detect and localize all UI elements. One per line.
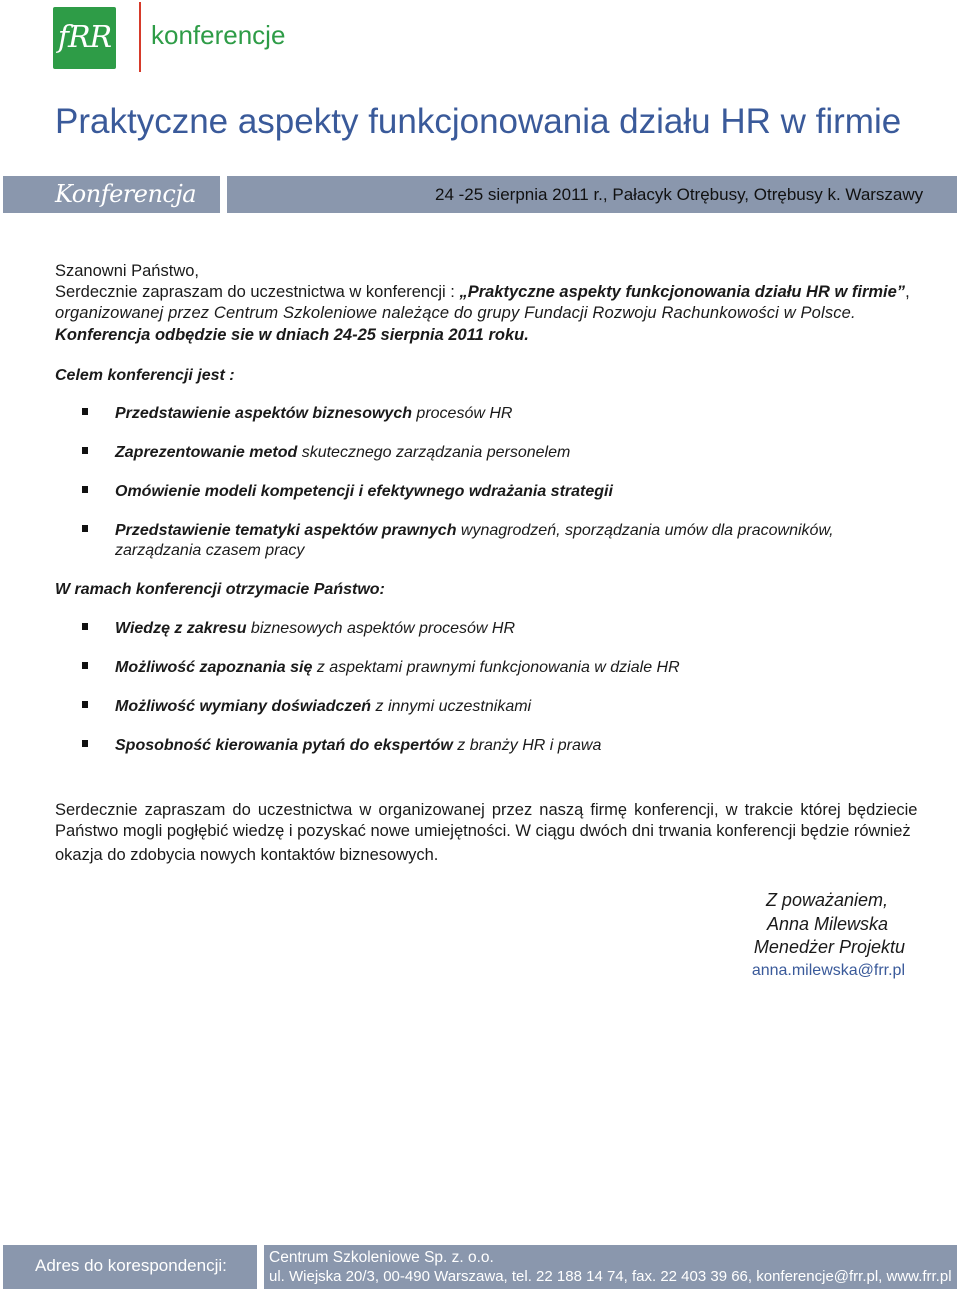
bullet-icon (82, 662, 88, 669)
goal-item-rest: skutecznego zarządzania personelem (297, 444, 571, 461)
goal-item-bold: Zaprezentowanie metod (115, 444, 298, 461)
benefit-item-rest: z innymi uczestnikami (371, 698, 532, 715)
goal-item (115, 444, 570, 462)
signature-email[interactable]: anna.milewska@frr.pl (751, 962, 905, 979)
intro-line-3: Konferencja odbędzie sie w dniach 24-25 sierpnia 2011 roku. (55, 326, 529, 344)
benefit-item (115, 737, 601, 755)
bullet-icon (82, 408, 88, 415)
intro-line-1 (55, 281, 910, 303)
closing-line-2: Państwo mogli pogłębić wiedzę i pozyskać nowe umiejętności. W ciągu dwóch dni trwania konferencji będzie również (55, 822, 911, 840)
bullet-icon (82, 623, 88, 630)
bullet-icon (82, 525, 88, 532)
goal-item (115, 405, 512, 423)
benefit-item (115, 698, 531, 716)
benefit-item-bold: Sposobność kierowania pytań do ekspertów (115, 737, 453, 754)
logo-separator (139, 2, 141, 72)
banner-label-box (3, 176, 220, 213)
banner-details: 24 -25 sierpnia 2011 r., Pałacyk Otrębusy, Otrębusy k. Warszawy (435, 185, 924, 204)
benefit-item-rest: z aspektami prawnymi funkcjonowania w dziale HR (312, 659, 680, 676)
benefits-heading: W ramach konferencji otrzymacie Państwo: (55, 581, 385, 598)
footer-label: Adres do korespondencji: (35, 1256, 227, 1275)
logo-wordmark: konferencje (151, 20, 286, 50)
closing-line-3: okazja do zdobycia nowych kontaktów biznesowych. (55, 846, 439, 864)
benefit-item-rest: biznesowych aspektów procesów HR (246, 620, 516, 637)
goal-item (115, 483, 613, 501)
goal-item-bold: Przedstawienie aspektów biznesowych (115, 405, 412, 422)
intro-line-1-title: „Praktyczne aspekty funkcjonowania działu HR w firmie” (459, 283, 906, 301)
footer-address-box (264, 1245, 957, 1289)
signature-regards: Z poważaniem, (765, 890, 888, 910)
intro-line-1-prefix: Serdecznie zapraszam do uczestnictwa w konferencji : (55, 283, 460, 301)
bullet-icon (82, 740, 88, 747)
goal-item-bold: Przedstawienie tematyki aspektów prawnych (115, 522, 457, 539)
signature-name: Anna Milewska (766, 914, 888, 934)
intro-line-1-suffix: , (905, 283, 910, 301)
page-title: Praktyczne aspekty funkcjonowania działu HR w firmie (55, 102, 902, 141)
goal-item-rest: procesów HR (411, 405, 513, 422)
frr-logo (53, 7, 116, 69)
benefit-item (115, 620, 515, 638)
banner-details-box (227, 176, 957, 213)
intro-line-2: organizowanej przez Centrum Szkoleniowe należące do grupy Fundacji Rozwoju Rachunkowości w Polsce. (55, 304, 856, 322)
goals-heading: Celem konferencji jest : (55, 367, 235, 384)
benefit-item-bold: Możliwość wymiany doświadczeń (115, 698, 372, 715)
footer-company: Centrum Szkoleniowe Sp. z. o.o. (269, 1249, 494, 1266)
closing-line-1: Serdecznie zapraszam do uczestnictwa w organizowanej przez naszą firmę konferencji, w trakcie której będziecie (55, 801, 918, 819)
signature-role: Menedżer Projektu (753, 937, 905, 957)
greeting: Szanowni Państwo, (55, 262, 199, 280)
logo-text: fRR (57, 20, 112, 55)
benefit-item-rest: z branży HR i prawa (452, 737, 602, 754)
benefit-item (115, 659, 680, 677)
goal-item-continuation: zarządzania czasem pracy (115, 542, 305, 559)
goal-item-bold: Omówienie modeli kompetencji i efektywnego wdrażania strategii (115, 483, 613, 500)
footer-address: ul. Wiejska 20/3, 00-490 Warszawa, tel. 22 188 14 74, fax. 22 403 39 66, konferencje@frr.pl, www.frr.pl (269, 1268, 952, 1285)
benefit-item-bold: Możliwość zapoznania się (115, 659, 313, 676)
banner-label: Konferencja (55, 180, 197, 208)
bullet-icon (82, 701, 88, 708)
footer-label-box (3, 1245, 257, 1289)
bullet-icon (82, 447, 88, 454)
bullet-icon (82, 486, 88, 493)
goal-item-rest: wynagrodzeń, sporządzania umów dla pracowników, (456, 522, 834, 539)
goal-item (115, 522, 834, 540)
benefit-item-bold: Wiedzę z zakresu (115, 620, 247, 637)
